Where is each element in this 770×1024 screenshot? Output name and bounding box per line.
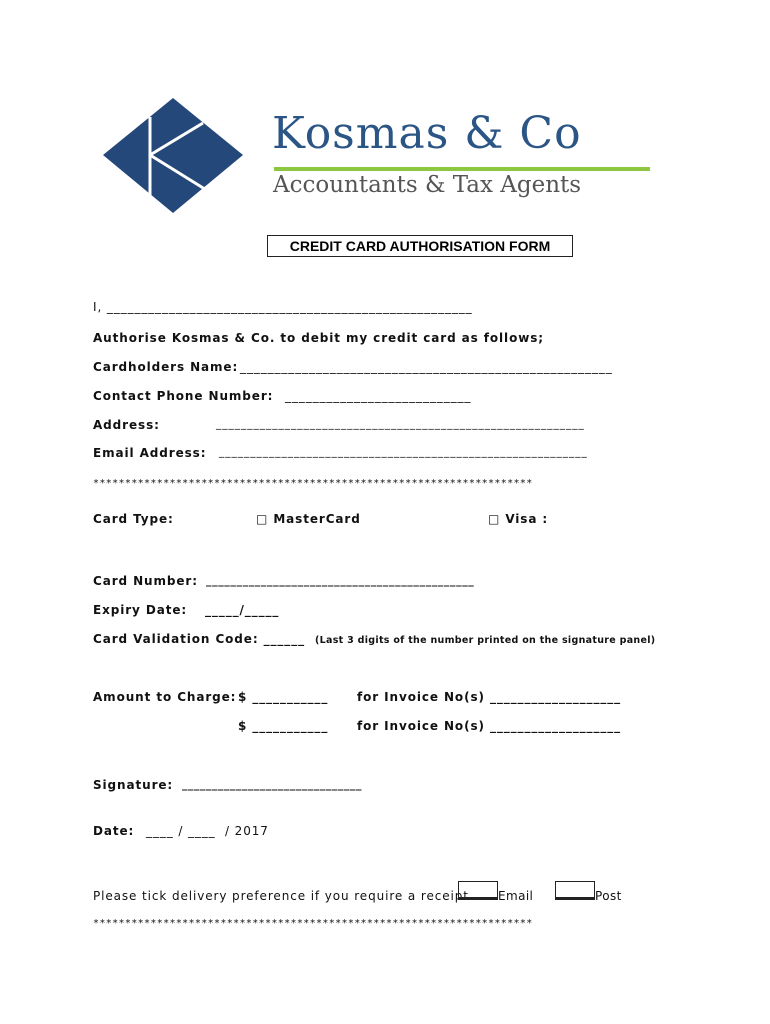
- card-number-field[interactable]: ____________________________________________: [206, 574, 475, 587]
- signature-field[interactable]: ______________________________: [182, 778, 362, 791]
- email-address-field[interactable]: ___________________________________________________________: [219, 446, 588, 458]
- expiry-date-label: Expiry Date:: [93, 603, 188, 617]
- card-validation-code-field[interactable]: Card Validation Code: ______: [93, 632, 306, 646]
- visa-checkbox[interactable]: □ Visa :: [488, 512, 549, 526]
- card-type-label: Card Type:: [93, 512, 174, 526]
- cardholder-name-field[interactable]: ______________________________________________________: [240, 360, 613, 374]
- section-separator-bottom: *********************************************************************: [93, 918, 533, 929]
- date-label: Date:: [93, 824, 135, 838]
- email-address-label: Email Address:: [93, 446, 207, 460]
- date-field[interactable]: ____ / ____ / 2017: [146, 824, 269, 838]
- post-receipt-checkbox[interactable]: [555, 881, 595, 900]
- company-name: Kosmas & Co: [272, 108, 582, 159]
- email-receipt-checkbox[interactable]: [458, 881, 498, 900]
- invoice-numbers-field-1[interactable]: for Invoice No(s) ___________________: [357, 690, 622, 704]
- mastercard-checkbox[interactable]: □ MasterCard: [256, 512, 361, 526]
- amount-field-2[interactable]: $ ___________: [238, 719, 329, 733]
- address-field[interactable]: ___________________________________________________________: [216, 418, 585, 430]
- expiry-date-field[interactable]: _____/_____: [205, 603, 280, 617]
- logo-divider: [274, 167, 650, 171]
- applicant-name-line[interactable]: I, _____________________________________________________: [93, 300, 473, 314]
- cardholder-name-label: Cardholders Name:: [93, 360, 239, 374]
- authorise-statement: Authorise Kosmas & Co. to debit my credit card as follows;: [93, 331, 544, 345]
- amount-field-1[interactable]: $ ___________: [238, 690, 329, 704]
- contact-phone-field[interactable]: ___________________________: [285, 389, 472, 403]
- amount-to-charge-label: Amount to Charge:: [93, 690, 237, 704]
- delivery-preference-prompt: Please tick delivery preference if you require a receipt: [93, 889, 469, 903]
- contact-phone-label: Contact Phone Number:: [93, 389, 274, 403]
- company-tagline: Accountants & Tax Agents: [273, 172, 582, 198]
- card-number-label: Card Number:: [93, 574, 198, 588]
- form-title: CREDIT CARD AUTHORISATION FORM: [267, 235, 573, 257]
- cvc-hint: (Last 3 digits of the number printed on the signature panel): [315, 635, 656, 646]
- company-logo-mark: [95, 95, 255, 220]
- invoice-numbers-field-2[interactable]: for Invoice No(s) ___________________: [357, 719, 622, 733]
- post-receipt-label: Post: [595, 889, 622, 903]
- address-label: Address:: [93, 418, 160, 432]
- section-separator-top: *********************************************************************: [93, 478, 533, 489]
- signature-label: Signature:: [93, 778, 174, 792]
- email-receipt-label: Email: [498, 889, 534, 903]
